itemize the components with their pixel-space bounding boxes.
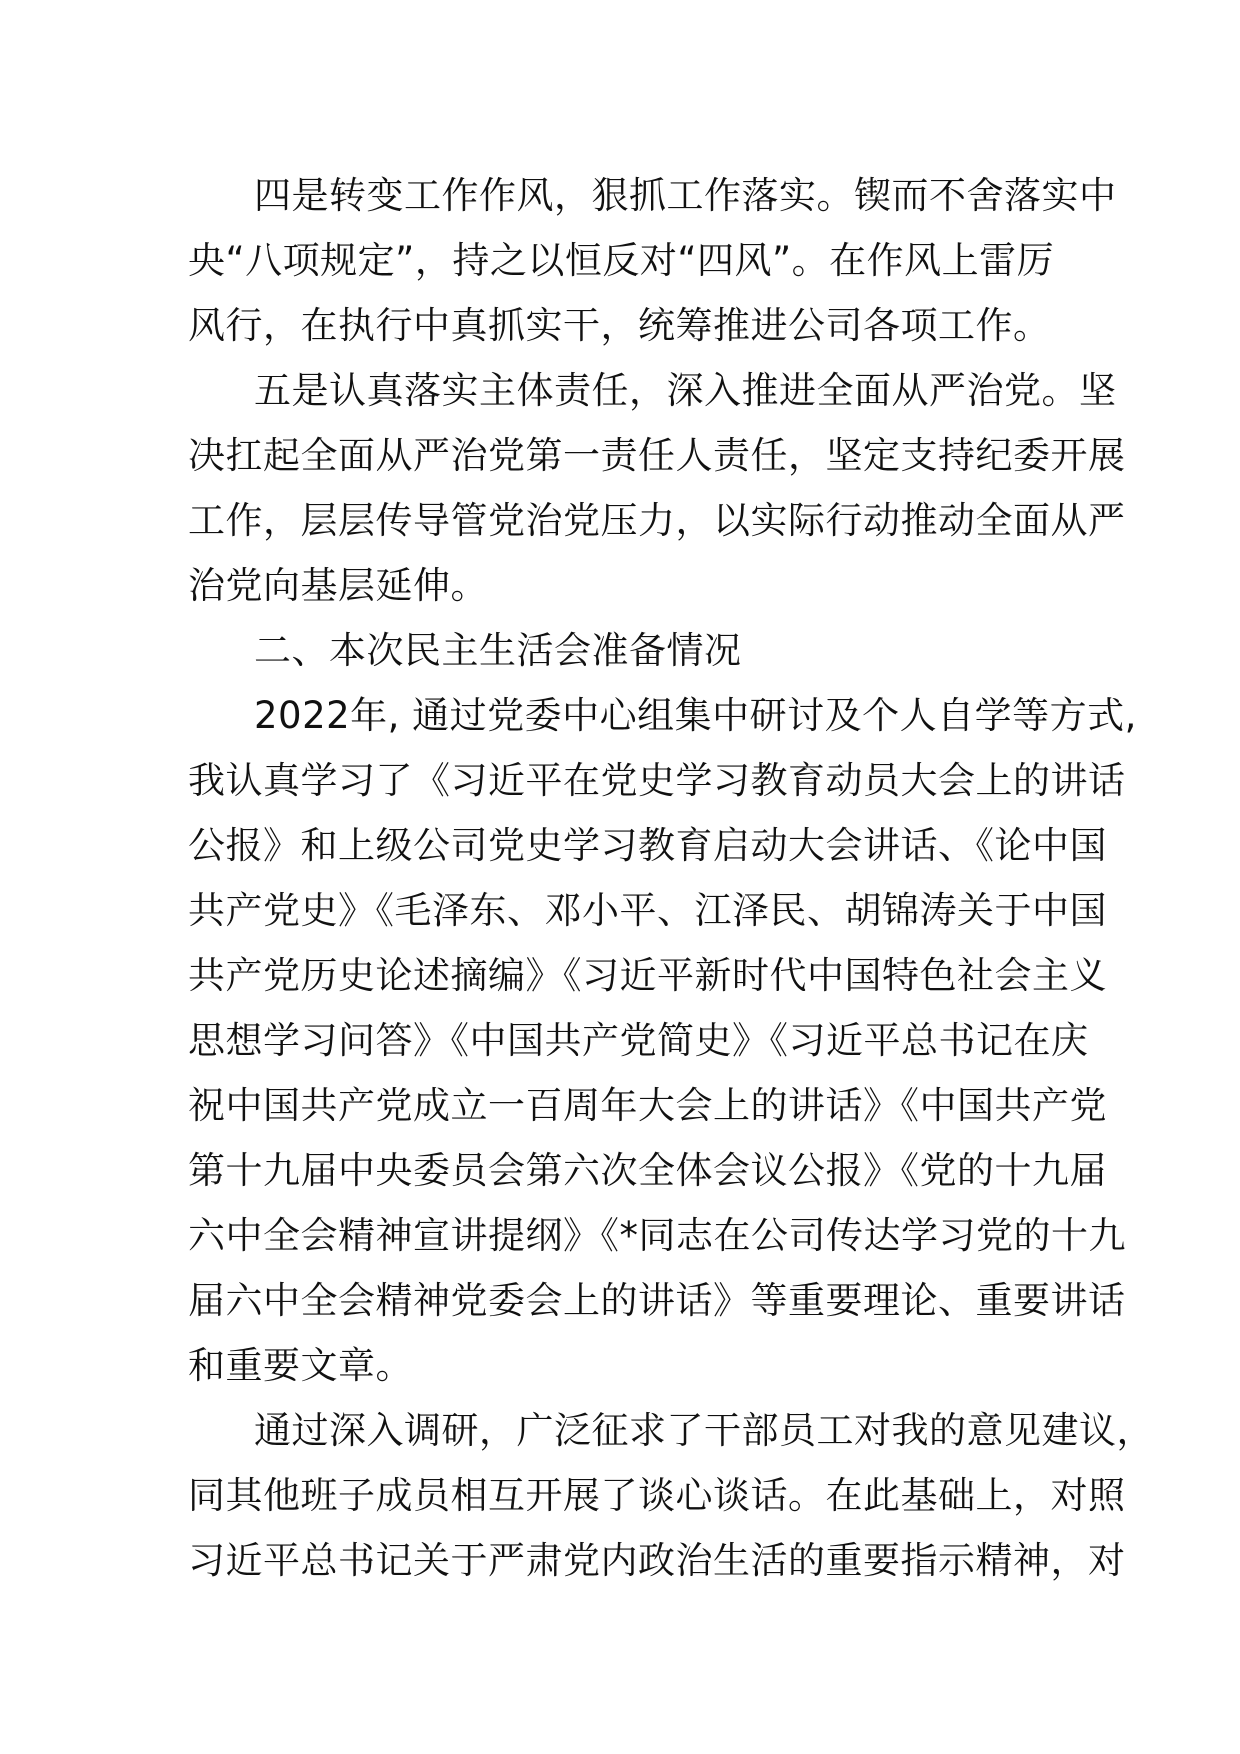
text-line: 工作，层层传导管党治党压力，以实际行动推动全面从严 [188,499,1126,542]
text-line: 共产党历史论述摘编》《习近平新时代中国特色社会主义 [188,954,1107,997]
text-line: 祝中国共产党成立一百周年大会上的讲话》《中国共产党 [188,1084,1107,1127]
section-heading [188,618,1068,683]
text-line: 五是认真落实主体责任，深入推进全面从严治党。坚 [254,369,1117,412]
paragraph-research [188,1398,1154,1593]
text-line: 同其他班子成员相互开展了谈心谈话。在此基础上，对照 [188,1474,1126,1517]
text-line: 治党向基层延伸。 [188,564,488,607]
text-line: 风行，在执行中真抓实干，统筹推进公司各项工作。 [188,304,1051,347]
paragraph-main-responsibility [188,358,1126,618]
text-line: 公报》和上级公司党史学习教育启动大会讲话、《论中国 [188,824,1107,867]
text-line: 央“八项规定”，持之以恒反对“四风”。在作风上雷厉 [188,239,1055,282]
text-line: 二、本次民主生活会准备情况 [254,629,742,672]
text-line: 决扛起全面从严治党第一责任人责任，坚定支持纪委开展 [188,434,1126,477]
text-line: 习近平总书记关于严肃党内政治生活的重要指示精神，对 [188,1539,1126,1582]
text-line: 通过深入调研，广泛征求了干部员工对我的意见建议， [254,1409,1154,1452]
text-line: 2022年, 通过党委中心组集中研讨及个人自学等方式, [254,694,1137,737]
text-line: 思想学习问答》《中国共产党简史》《习近平总书记在庆 [188,1019,1089,1062]
paragraph-work-style [188,163,1117,358]
text-line: 届六中全会精神党委会上的讲话》等重要理论、重要讲话 [188,1279,1126,1322]
text-line: 我认真学习了《习近平在党史学习教育动员大会上的讲话 [188,759,1126,802]
document-body [188,163,1154,1593]
text-line: 第十九届中央委员会第六次全体会议公报》《党的十九届 [188,1149,1107,1192]
text-line: 共产党史》《毛泽东、邓小平、江泽民、胡锦涛关于中国 [188,889,1107,932]
paragraph-study [188,683,1137,1398]
text-line: 六中全会精神宣讲提纲》《*同志在公司传达学习党的十九 [188,1214,1126,1257]
text-line: 四是转变工作作风，狠抓工作落实。锲而不舍落实中 [254,174,1117,217]
text-line: 和重要文章。 [188,1344,413,1387]
